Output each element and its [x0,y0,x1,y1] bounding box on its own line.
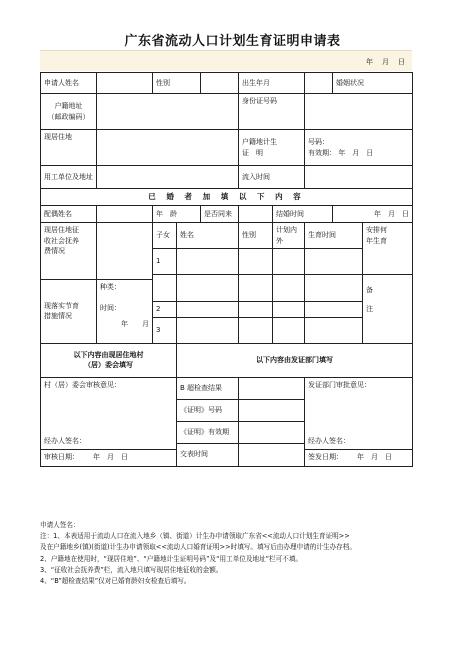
child-2-birth-field-top[interactable] [305,275,363,302]
child-2-gender-field[interactable] [239,302,273,318]
in-plan-label: 计划内外 [273,223,305,249]
birth-date-label: 出生年月 [239,73,305,94]
current-address-label: 现居住地 [41,130,97,166]
applicant-name-label: 申请人姓名 [41,73,97,94]
child-1-plan-field[interactable] [273,249,305,275]
children-label: 子女 [153,223,177,249]
gender-label: 性别 [153,73,201,94]
married-section-header: 已 婚 者 加 填 以 下 内 容 [41,189,413,206]
marriage-date-field[interactable]: 年 月 日 [333,206,413,223]
application-form-table [40,72,413,467]
is-inflow-label: 是否同来 [201,206,239,223]
child-2-plan-field[interactable] [273,302,305,318]
employer-field[interactable] [97,166,239,189]
spouse-age-label: 年 龄 [153,206,201,223]
social-fee-label: 现居住地征 收社会抚养 费情况 [41,223,97,280]
issue-date-field[interactable]: 签发日期： 年 月 日 [305,449,413,466]
child-3-birth-field[interactable] [305,317,363,343]
id-number-field[interactable] [305,94,413,130]
village-opinion-cell[interactable]: 村（居）委会审核意见： 经办人签名： [41,377,177,449]
measures-label: 现落实节育 措施情况 [41,280,97,344]
notes-section [40,520,424,587]
cert-validity-label: 《证明》有效期 [177,421,239,443]
gender-field[interactable] [201,73,239,94]
proof-number-validity-field[interactable]: 号码： 有效期： 年 月 日 [305,130,413,166]
date-line: 年 月 日 [366,58,406,66]
dept-opinion-cell[interactable]: 发证部门审批意见： 经办人签名： [305,377,413,449]
issuing-section-header: 以下内容由发证部门填写 [177,343,413,377]
ultrasound-label: B 超检查结果 [177,377,239,399]
measures-field[interactable]: 种类： 时间： 年 月 [97,280,153,344]
child-3-plan-field[interactable] [273,317,305,343]
birth-date-field[interactable] [305,73,333,94]
note-1-continued: 及在户籍地乡(镇)(街道)计生办申请领取<<流动人口婚育证明>>时填写。填写后由办理申请的计生办存档。 [40,543,356,552]
current-address-field[interactable] [97,130,239,166]
village-section-header: 以下内容由现居住地村 （居）委会填写 [41,343,177,377]
ultrasound-field[interactable] [239,377,305,399]
child-3-name-field[interactable] [177,317,239,343]
note-2: 2、户籍地在使用时，“现居住地”、“户籍地计生证明号码”及“用工单位及地址”栏可不填。 [40,554,303,563]
cert-validity-field[interactable] [239,421,305,443]
child-2-number-top [153,275,177,302]
child-3-gender-field[interactable] [239,317,273,343]
note-4: 4、“B”超检查结果”仅对已婚育龄妇女检查后填写。 [40,577,191,586]
child-row-number: 2 [153,302,177,318]
birth-time-label: 生育时间 [305,223,363,249]
note-1: 注：1、本表适用于流动人口在流入地乡（镇、街道）计生办申请领取广东省<<流动人口计划生育证明>> [40,532,350,541]
arrange-birth-label: 安排何 年生育 [363,223,413,275]
is-inflow-field[interactable] [239,206,273,223]
child-row-number: 1 [153,249,177,275]
applicant-name-field[interactable] [97,73,153,94]
household-address-label: 户籍地址 （邮政编码） [41,94,97,130]
cert-number-field[interactable] [239,399,305,421]
social-fee-field[interactable] [97,223,153,280]
child-1-gender-field[interactable] [239,249,273,275]
marital-status-label: 婚姻状况 [333,73,413,94]
child-2-name-field[interactable] [177,302,239,318]
spouse-name-field[interactable] [97,206,153,223]
child-1-birth-field[interactable] [305,249,363,275]
household-proof-label: 户籍地计生 证 明 [239,130,305,166]
child-2-gender-field-top[interactable] [239,275,273,302]
child-2-birth-field[interactable] [305,302,363,318]
marriage-time-label: 结婚时间 [273,206,333,223]
child-gender-label: 性别 [239,223,273,249]
household-address-field[interactable] [97,94,239,130]
form-title: 广东省流动人口计划生育证明申请表 [124,34,341,49]
note-3: 3、“征收社会抚养费”栏，流入地只填写现居住地征收的金额。 [40,565,223,574]
child-row-number: 3 [153,317,177,343]
employer-label: 用工单位及地址 [41,166,97,189]
id-number-label: 身份证号码 [239,94,305,130]
cert-number-label: 《证明》号码 [177,399,239,421]
child-2-plan-field-top[interactable] [273,275,305,302]
spouse-name-label: 配偶姓名 [41,206,97,223]
date-bar [40,50,412,71]
child-1-name-field[interactable] [177,249,239,275]
delivery-time-field[interactable] [239,443,305,466]
delivery-time-label: 交表时间 [177,443,239,466]
inflow-time-label: 流入时间 [239,166,305,189]
child-2-name-field-top[interactable] [177,275,239,302]
remarks-label: 备 注 [363,275,413,344]
child-name-label: 姓名 [177,223,239,249]
inflow-time-field[interactable] [305,166,413,189]
applicant-sign-line: 申请人签名： [40,521,80,529]
review-date-field[interactable]: 审核日期： 年 月 日 [41,449,177,466]
